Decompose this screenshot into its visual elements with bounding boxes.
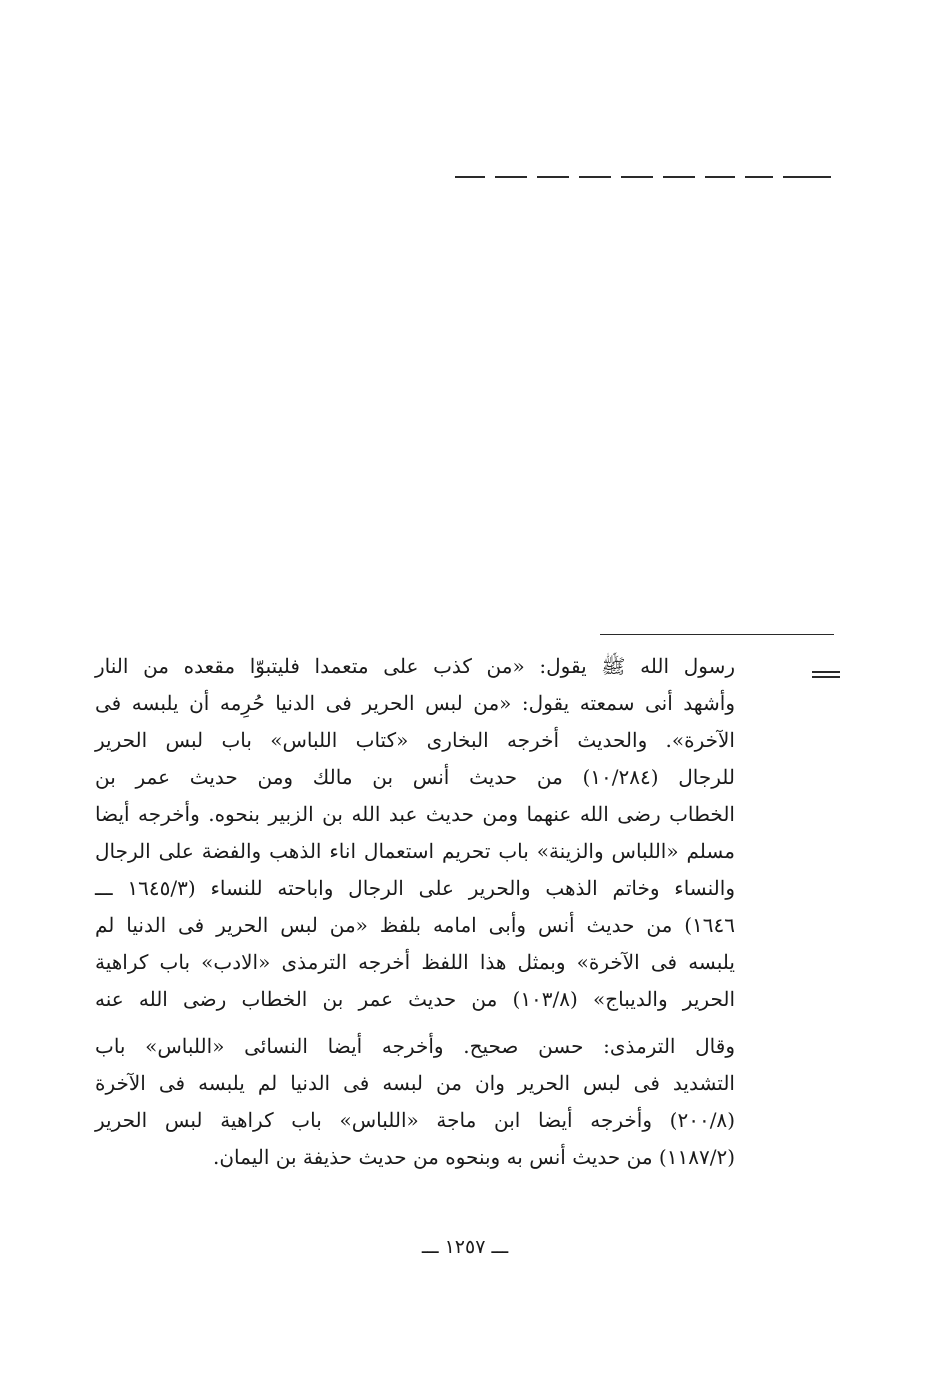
dash-segment (495, 176, 527, 178)
footnote-text (95, 648, 735, 1176)
footnote-line: التشديد فى لبس الحرير وان من لبسه فى الدنيا لم يلبسه فى الآخرة (95, 1071, 735, 1095)
dash-segment (705, 176, 735, 178)
footnote-line: وقال الترمذى: حسن صحيح. وأخرجه أيضا النسائى «اللباس» باب (95, 1034, 735, 1058)
dash-segment (745, 176, 773, 178)
footnote-line: الحرير والديباج» (١٠٣/٨) من حديث عمر بن الخطاب رضى الله عنه (95, 987, 736, 1011)
footnote-line: والنساء وخاتم الذهب والحرير على الرجال واباحته للنساء (١٦٤٥/٣ ـــ (95, 876, 735, 900)
footnote-line: الخطاب رضى الله عنهما ومن حديث عبد الله بن الزبير بنحوه. وأخرجه أيضا (95, 802, 735, 826)
dash-segment (783, 176, 831, 178)
footnote-line: للرجال (١٠/٢٨٤) من حديث أنس بن مالك ومن حديث عمر بن (95, 765, 735, 789)
dash-segment (455, 176, 485, 178)
footnote-line: (١١٨٧/٢) من حديث أنس به وبنحوه من حديث حذيفة بن اليمان. (213, 1145, 735, 1169)
dash-segment (537, 176, 569, 178)
footnote-line: (٢٠٠/٨) وأخرجه أيضا ابن ماجة «اللباس» باب كراهية لبس الحرير (95, 1108, 735, 1132)
footnote-line: مسلم «اللباس والزينة» باب تحريم استعمال اناء الذهب والفضة على الرجال (95, 839, 735, 863)
dash-segment (621, 176, 653, 178)
footnote-line: ١٦٤٦) من حديث أنس وأبى امامه بلفظ «من لبس الحرير فى الدنيا لم (95, 913, 735, 937)
footnote-line: الآخرة». والحديث أخرجه البخارى «كتاب اللباس» باب لبس الحرير (95, 728, 735, 752)
footnote-separator (600, 634, 834, 635)
page-number: ـــ ١٢٥٧ ـــ (421, 1236, 509, 1258)
paragraph-gap (95, 1018, 735, 1028)
footnote-line: رسول الله ﷺ يقول: «من كذب على متعمدا فليتبوّا مقعده من النار (95, 654, 735, 678)
footnote-line: يلبسه فى الآخرة» وبمثل هذا اللفظ أخرجه الترمذى «الادب» باب كراهية (95, 950, 735, 974)
footnote-continuation-mark (812, 671, 840, 678)
dash-segment (579, 176, 611, 178)
dash-segment (663, 176, 695, 178)
footnote-line: وأشهد أنى سمعته يقول: «من لبس الحرير فى الدنيا حُرِمه أن يلبسه فى (95, 691, 735, 715)
